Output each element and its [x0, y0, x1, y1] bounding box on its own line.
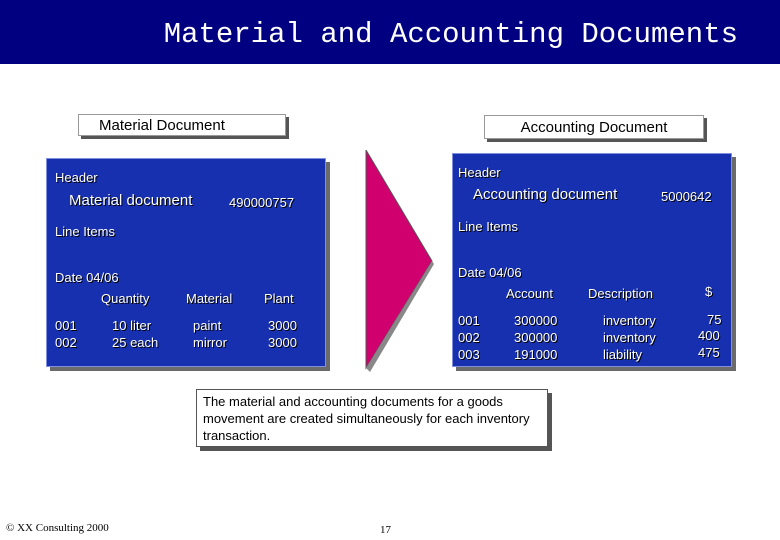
material-plant-1: 3000 [268, 318, 297, 333]
flow-arrow-icon [362, 150, 440, 372]
material-plant-2: 3000 [268, 335, 297, 350]
material-header: Header [55, 170, 98, 185]
material-col-material: Material [186, 291, 233, 306]
accounting-amount-3: 475 [698, 345, 720, 360]
accounting-col-dollar: $ [705, 284, 713, 299]
accounting-item-003: 003 [458, 347, 480, 362]
material-item-001: 001 [55, 318, 77, 333]
explanation-note: The material and accounting documents for a goods movement are created simultaneously for each inventory transaction. [196, 389, 548, 447]
page-number: 17 [380, 524, 391, 536]
accounting-col-description: Description [588, 286, 654, 301]
accounting-header: Header [458, 165, 501, 180]
material-document-label-text: Material Document [99, 117, 225, 134]
accounting-doc-number: 5000642 [661, 189, 712, 204]
material-document-panel [46, 158, 326, 367]
material-item-002: 002 [55, 335, 77, 350]
accounting-description-2: inventory [603, 330, 656, 345]
accounting-amount-2: 400 [698, 328, 720, 343]
material-doc-label: Material document [69, 192, 193, 209]
material-qty-2: 25 each [112, 335, 159, 350]
slide-title: Material and Accounting Documents [0, 0, 780, 64]
material-document-label [78, 114, 286, 136]
accounting-date: Date 04/06 [458, 265, 522, 280]
accounting-account-3: 191000 [514, 347, 558, 362]
accounting-doc-label: Accounting document [473, 186, 618, 203]
accounting-account-1: 300000 [514, 313, 558, 328]
material-col-quantity: Quantity [101, 291, 150, 306]
material-col-plant: Plant [264, 291, 294, 306]
accounting-description-3: liability [603, 347, 643, 362]
accounting-line-items: Line Items [458, 219, 518, 234]
accounting-item-002: 002 [458, 330, 480, 345]
material-qty-1: 10 liter [112, 318, 152, 333]
accounting-amount-1: 75 [707, 312, 722, 327]
material-line-items: Line Items [55, 224, 115, 239]
material-doc-number: 490000757 [229, 195, 295, 210]
accounting-document-label-text: Accounting Document [520, 119, 668, 136]
accounting-document-panel [452, 153, 732, 367]
material-name-1: paint [193, 318, 222, 333]
accounting-account-2: 300000 [514, 330, 558, 345]
accounting-col-account: Account [506, 286, 553, 301]
accounting-document-label [484, 115, 704, 139]
accounting-description-1: inventory [603, 313, 656, 328]
copyright-footer: © XX Consulting 2000 [6, 522, 109, 534]
accounting-item-001: 001 [458, 313, 480, 328]
material-date: Date 04/06 [55, 270, 119, 285]
material-name-2: mirror [193, 335, 227, 350]
